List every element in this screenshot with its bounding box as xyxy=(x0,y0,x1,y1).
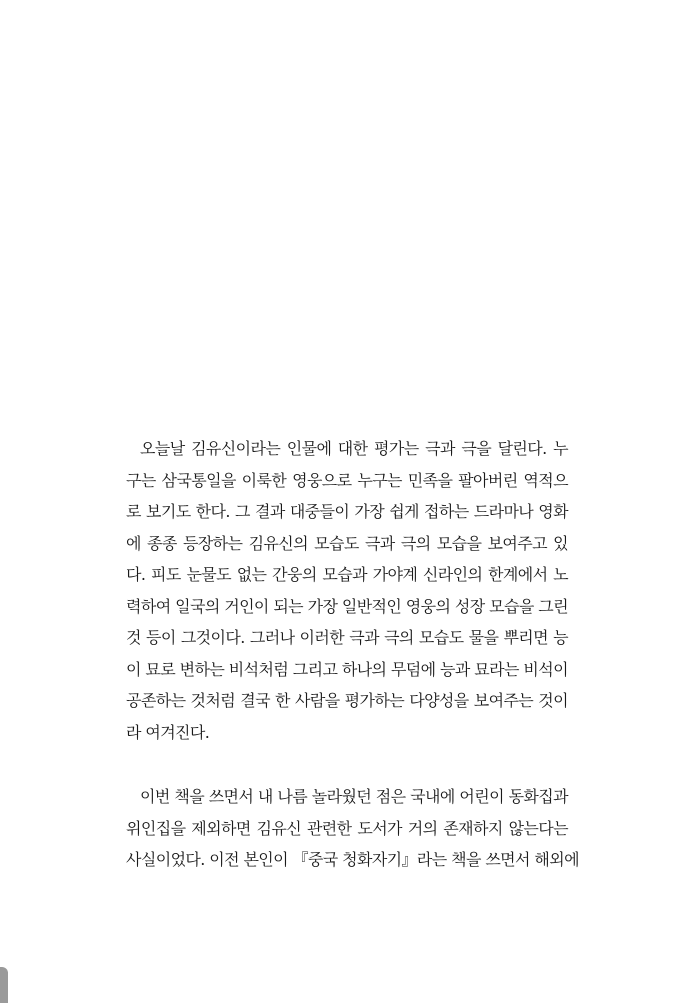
paragraph-1-line-6: 력하여 일국의 거인이 되는 가장 일반적인 영웅의 성장 모습을 그린 xyxy=(126,596,568,616)
paragraph-2-line-1: 이번 책을 쓰면서 내 나름 놀라웠던 점은 국내에 어린이 동화집과 xyxy=(140,787,568,806)
paragraph-1-line-2: 구는 삼국통일을 이룩한 영웅으로 누구는 민족을 팔아버린 역적으 xyxy=(126,470,568,490)
paragraph-1-line-9: 공존하는 것처럼 결국 한 사람을 평가하는 다양성을 보여주는 것이 xyxy=(126,691,568,710)
paragraph-1-line-8: 이 묘로 변하는 비석처럼 그리고 하나의 무덤에 능과 묘라는 비석이 xyxy=(126,659,568,679)
paragraph-1 xyxy=(126,433,568,748)
paragraph-1-line-4: 에 종종 등장하는 김유신의 모습도 극과 극의 모습을 보여주고 있 xyxy=(126,533,568,553)
paragraph-1-line-7: 것 등이 그것이다. 그러나 이러한 극과 극의 모습도 물을 뿌리면 능 xyxy=(126,628,568,647)
paragraph-1-line-5: 다. 피도 눈물도 없는 간웅의 모습과 가야계 신라인의 한계에서 노 xyxy=(126,565,568,584)
paragraph-1-line-1: 오늘날 김유신이라는 인물에 대한 평가는 극과 극을 달린다. 누 xyxy=(140,439,568,458)
paragraph-1-line-3: 로 보기도 한다. 그 결과 대중들이 가장 쉽게 접하는 드라마나 영화 xyxy=(126,502,568,521)
page-edge-mark xyxy=(0,967,8,1003)
paragraph-2-line-2: 위인집을 제외하면 김유신 관련한 도서가 거의 존재하지 않는다는 xyxy=(126,818,568,838)
paragraph-2-line-3: 사실이었다. 이전 본인이 『중국 청화자기』라는 책을 쓰면서 해외에 xyxy=(126,850,579,869)
paragraph-1-line-10: 라 여겨진다. xyxy=(126,722,210,742)
paragraph-2 xyxy=(126,781,579,876)
